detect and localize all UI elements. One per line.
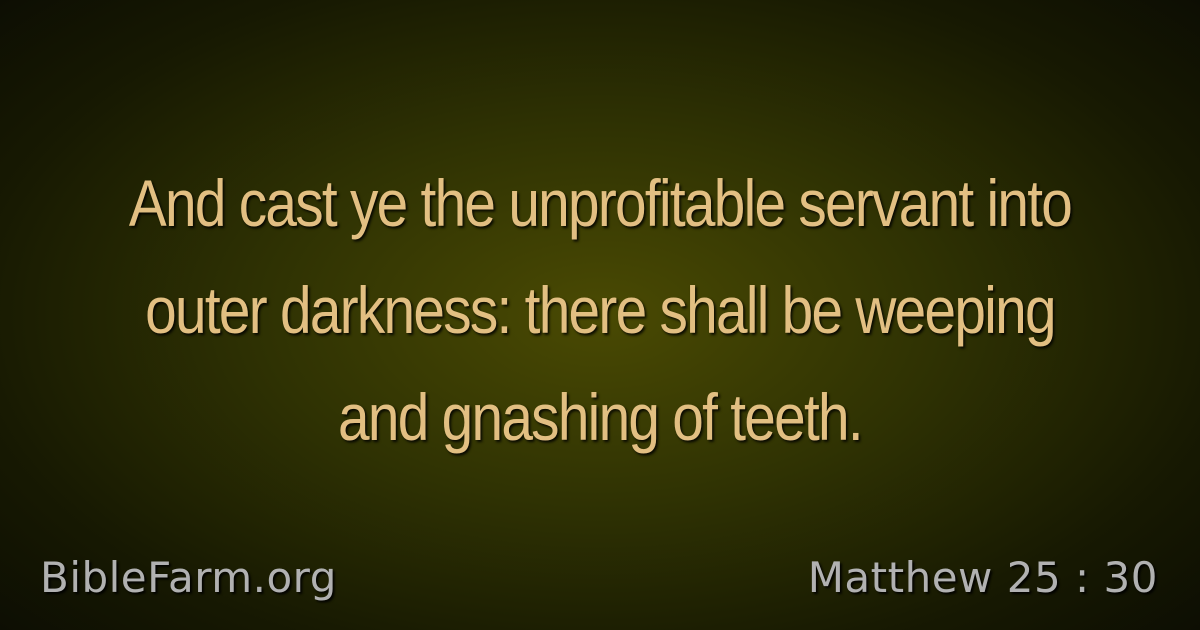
verse-text: And cast ye the unprofitable servant into outer darkness: there shall be weeping and gnashing of teeth. <box>128 166 1072 454</box>
scripture-reference: Matthew 25 : 30 <box>807 553 1158 602</box>
site-name: BibleFarm.org <box>40 553 337 602</box>
